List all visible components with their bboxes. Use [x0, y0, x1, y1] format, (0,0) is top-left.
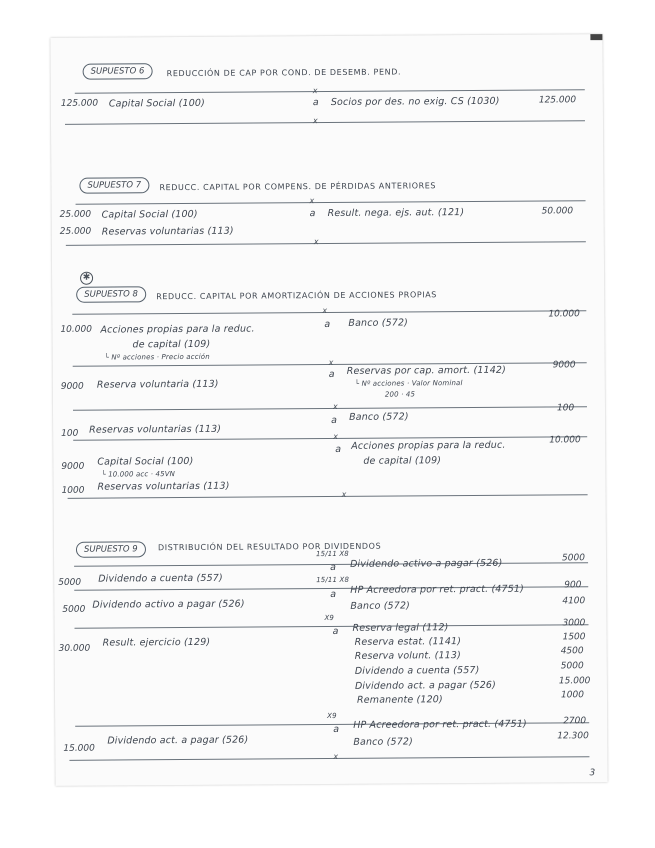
s9-e1-debit-account: Dividendo a cuenta (557)	[98, 572, 223, 585]
s7-d1-amount: 25.000	[59, 209, 92, 220]
s9-e4-c2-account: Banco (572)	[353, 736, 413, 748]
rule-line	[76, 200, 586, 205]
s8-e1-debit-amount: 10.000	[60, 324, 92, 335]
s9-e3-c3-amount: 4500	[560, 646, 584, 657]
s8-e3-credit-account: Banco (572)	[349, 411, 409, 423]
s9-date3: X9	[324, 613, 335, 623]
s8-e3-credit-amount: 100	[556, 403, 575, 414]
s8-e1-debit-line2: de capital (109)	[132, 338, 211, 351]
s8-e4-d2-amount: 1000	[61, 485, 85, 496]
s9-e2-c2-amount: 4100	[562, 596, 586, 607]
asterisk-icon: ✱	[80, 272, 93, 285]
s9-e1-a: a	[330, 561, 337, 573]
s8-e2-credit-amount: 9000	[552, 360, 576, 371]
s9-e2-debit-account: Dividendo activo a pagar (526)	[92, 598, 245, 611]
s6-debit-amount: 125.000	[60, 98, 99, 109]
s8-e2-debit-account: Reserva voluntaria (113)	[96, 378, 219, 391]
s9-e4-debit-amount: 15.000	[63, 743, 95, 754]
rule-line	[68, 494, 588, 499]
s9-e2-debit-amount: 5000	[62, 604, 86, 615]
s8-e2-note: └ Nº acciones · Valor Nominal	[354, 379, 463, 388]
rule-line	[75, 624, 589, 629]
rule-line	[73, 406, 587, 411]
s9-e3-c5-account: Dividendo act. a pagar (526)	[354, 679, 496, 692]
s9-e3-a: a	[332, 625, 339, 637]
separator-x: x	[309, 196, 315, 206]
s9-e4-c2-amount: 12.300	[557, 731, 589, 742]
s9-e3-c2-amount: 1500	[562, 632, 586, 643]
s8-e1-debit-line1: Acciones propias para la reduc.	[100, 323, 255, 336]
supuesto-6-title: REDUCCIÓN DE CAP POR COND. DE DESEMB. PEND.	[166, 67, 402, 79]
s8-e1-credit-amount: 10.000	[548, 309, 580, 320]
s8-e4-credit-line1: Acciones propias para la reduc.	[351, 439, 506, 452]
s9-e2-c1-account: HP Acreedora por ret. pract. (4751)	[350, 583, 524, 596]
s8-e2-credit-account: Reservas por cap. amort. (1142)	[346, 364, 507, 377]
s9-e3-c2-account: Reserva estat. (1141)	[354, 636, 462, 648]
s8-e2-debit-amount: 9000	[60, 381, 84, 392]
s9-e3-c1-account: Reserva legal (112)	[352, 622, 449, 634]
s9-e4-a: a	[333, 723, 340, 735]
s8-e1-credit-account: Banco (572)	[348, 317, 409, 329]
s7-credit-amount: 50.000	[541, 206, 574, 217]
s8-e4-credit-line2: de capital (109)	[363, 455, 442, 467]
separator-x: x	[333, 751, 339, 761]
s9-e2-c1-amount: 900	[564, 580, 582, 591]
s9-e4-debit-account: Dividendo act. a pagar (526)	[107, 734, 249, 747]
separator-x: x	[341, 489, 347, 499]
s9-e2-a: a	[330, 588, 337, 600]
s9-e3-c4-account: Dividendo a cuenta (557)	[354, 664, 480, 677]
s8-e3-debit-account: Reservas voluntarias (113)	[89, 423, 222, 436]
s7-a: a	[309, 208, 316, 220]
s9-e2-c2-account: Banco (572)	[350, 600, 411, 612]
s6-credit-amount: 125.000	[538, 95, 577, 106]
rule-line	[69, 756, 589, 761]
supuesto-7-label: SUPUESTO 7	[79, 177, 149, 193]
separator-x: x	[328, 357, 334, 368]
s9-e3-c4-amount: 5000	[560, 661, 584, 672]
s7-d2-account: Reservas voluntarias (113)	[101, 225, 234, 238]
s8-e1-a: a	[324, 318, 331, 331]
s9-e3-c6-amount: 1000	[560, 690, 584, 701]
s6-credit-account: Socios por des. no exig. CS (1030)	[330, 95, 500, 108]
s9-e1-credit-amount: 5000	[562, 553, 585, 564]
rule-line	[75, 89, 585, 94]
s7-d2-amount: 25.000	[59, 226, 92, 237]
s8-e4-d1-account: Capital Social (100)	[97, 455, 194, 468]
s7-credit-account: Result. nega. ejs. aut. (121)	[327, 207, 465, 220]
s8-e4-credit-amount: 10.000	[549, 435, 581, 446]
supuesto-9-label: SUPUESTO 9	[76, 541, 146, 557]
s8-e3-a: a	[331, 414, 338, 426]
s6-a: a	[312, 97, 319, 109]
separator-x: x	[332, 401, 338, 411]
s9-e3-c3-account: Reserva volunt. (113)	[354, 650, 461, 662]
supuesto-8-title: REDUCC. CAPITAL POR AMORTIZACIÓN DE ACCIONES PROPIAS	[156, 290, 437, 302]
s9-e4-c1-account: HP Acreedora por ret. pract. (4751)	[353, 718, 527, 731]
separator-x: x	[312, 86, 318, 96]
s9-e1-credit-account: Dividendo activo a pagar (526)	[350, 557, 503, 570]
s9-e3-debit-account: Result. ejercicio (129)	[102, 636, 211, 649]
separator-x: x	[322, 306, 328, 316]
s9-date4: X9	[327, 711, 337, 721]
s8-e2-a: a	[328, 368, 335, 381]
s9-date1: 15/11 X8	[315, 549, 349, 559]
separator-x: x	[313, 237, 319, 247]
s9-e3-c6-account: Remanente (120)	[356, 694, 443, 706]
s9-e1-debit-amount: 5000	[58, 577, 82, 588]
supuesto-8-label: SUPUESTO 8	[76, 286, 146, 302]
s7-d1-account: Capital Social (100)	[101, 208, 198, 221]
s9-e3-debit-amount: 30.000	[58, 643, 91, 654]
page-number: 3	[589, 768, 596, 779]
s8-e4-d1-amount: 9000	[61, 461, 85, 472]
notebook-page	[50, 34, 607, 786]
rule-line	[72, 310, 586, 315]
s8-e4-d2-account: Reservas voluntarias (113)	[97, 480, 230, 493]
rule-line	[73, 436, 587, 441]
s9-date2: 15/11 X8	[316, 575, 350, 585]
supuesto-6-label: SUPUESTO 6	[83, 63, 153, 79]
supuesto-7-title: REDUCC. CAPITAL POR COMPENS. DE PÉRDIDAS ANTERIORES	[159, 181, 437, 193]
s8-e4-note: └ 10.000 acc · 45VN	[101, 470, 176, 479]
supuesto-9-title: DISTRIBUCIÓN DEL RESULTADO POR DIVIDENDOS	[157, 541, 382, 553]
separator-x: x	[312, 116, 318, 126]
s6-debit-account: Capital Social (100)	[108, 97, 205, 110]
s9-e3-c5-amount: 15.000	[558, 676, 591, 687]
separator-x: x	[333, 431, 338, 441]
s8-e3-debit-amount: 100	[61, 428, 79, 439]
s8-e4-a: a	[335, 443, 342, 455]
binding-mark	[590, 34, 602, 40]
rule-line	[65, 120, 585, 125]
s9-e3-c1-amount: 3000	[562, 618, 586, 629]
s9-e4-c1-amount: 2700	[563, 716, 587, 727]
s8-e1-note: └ Nº acciones · Precio acción	[104, 352, 210, 362]
rule-line	[66, 241, 586, 246]
s8-e2-note2: 200 · 45	[384, 390, 416, 399]
